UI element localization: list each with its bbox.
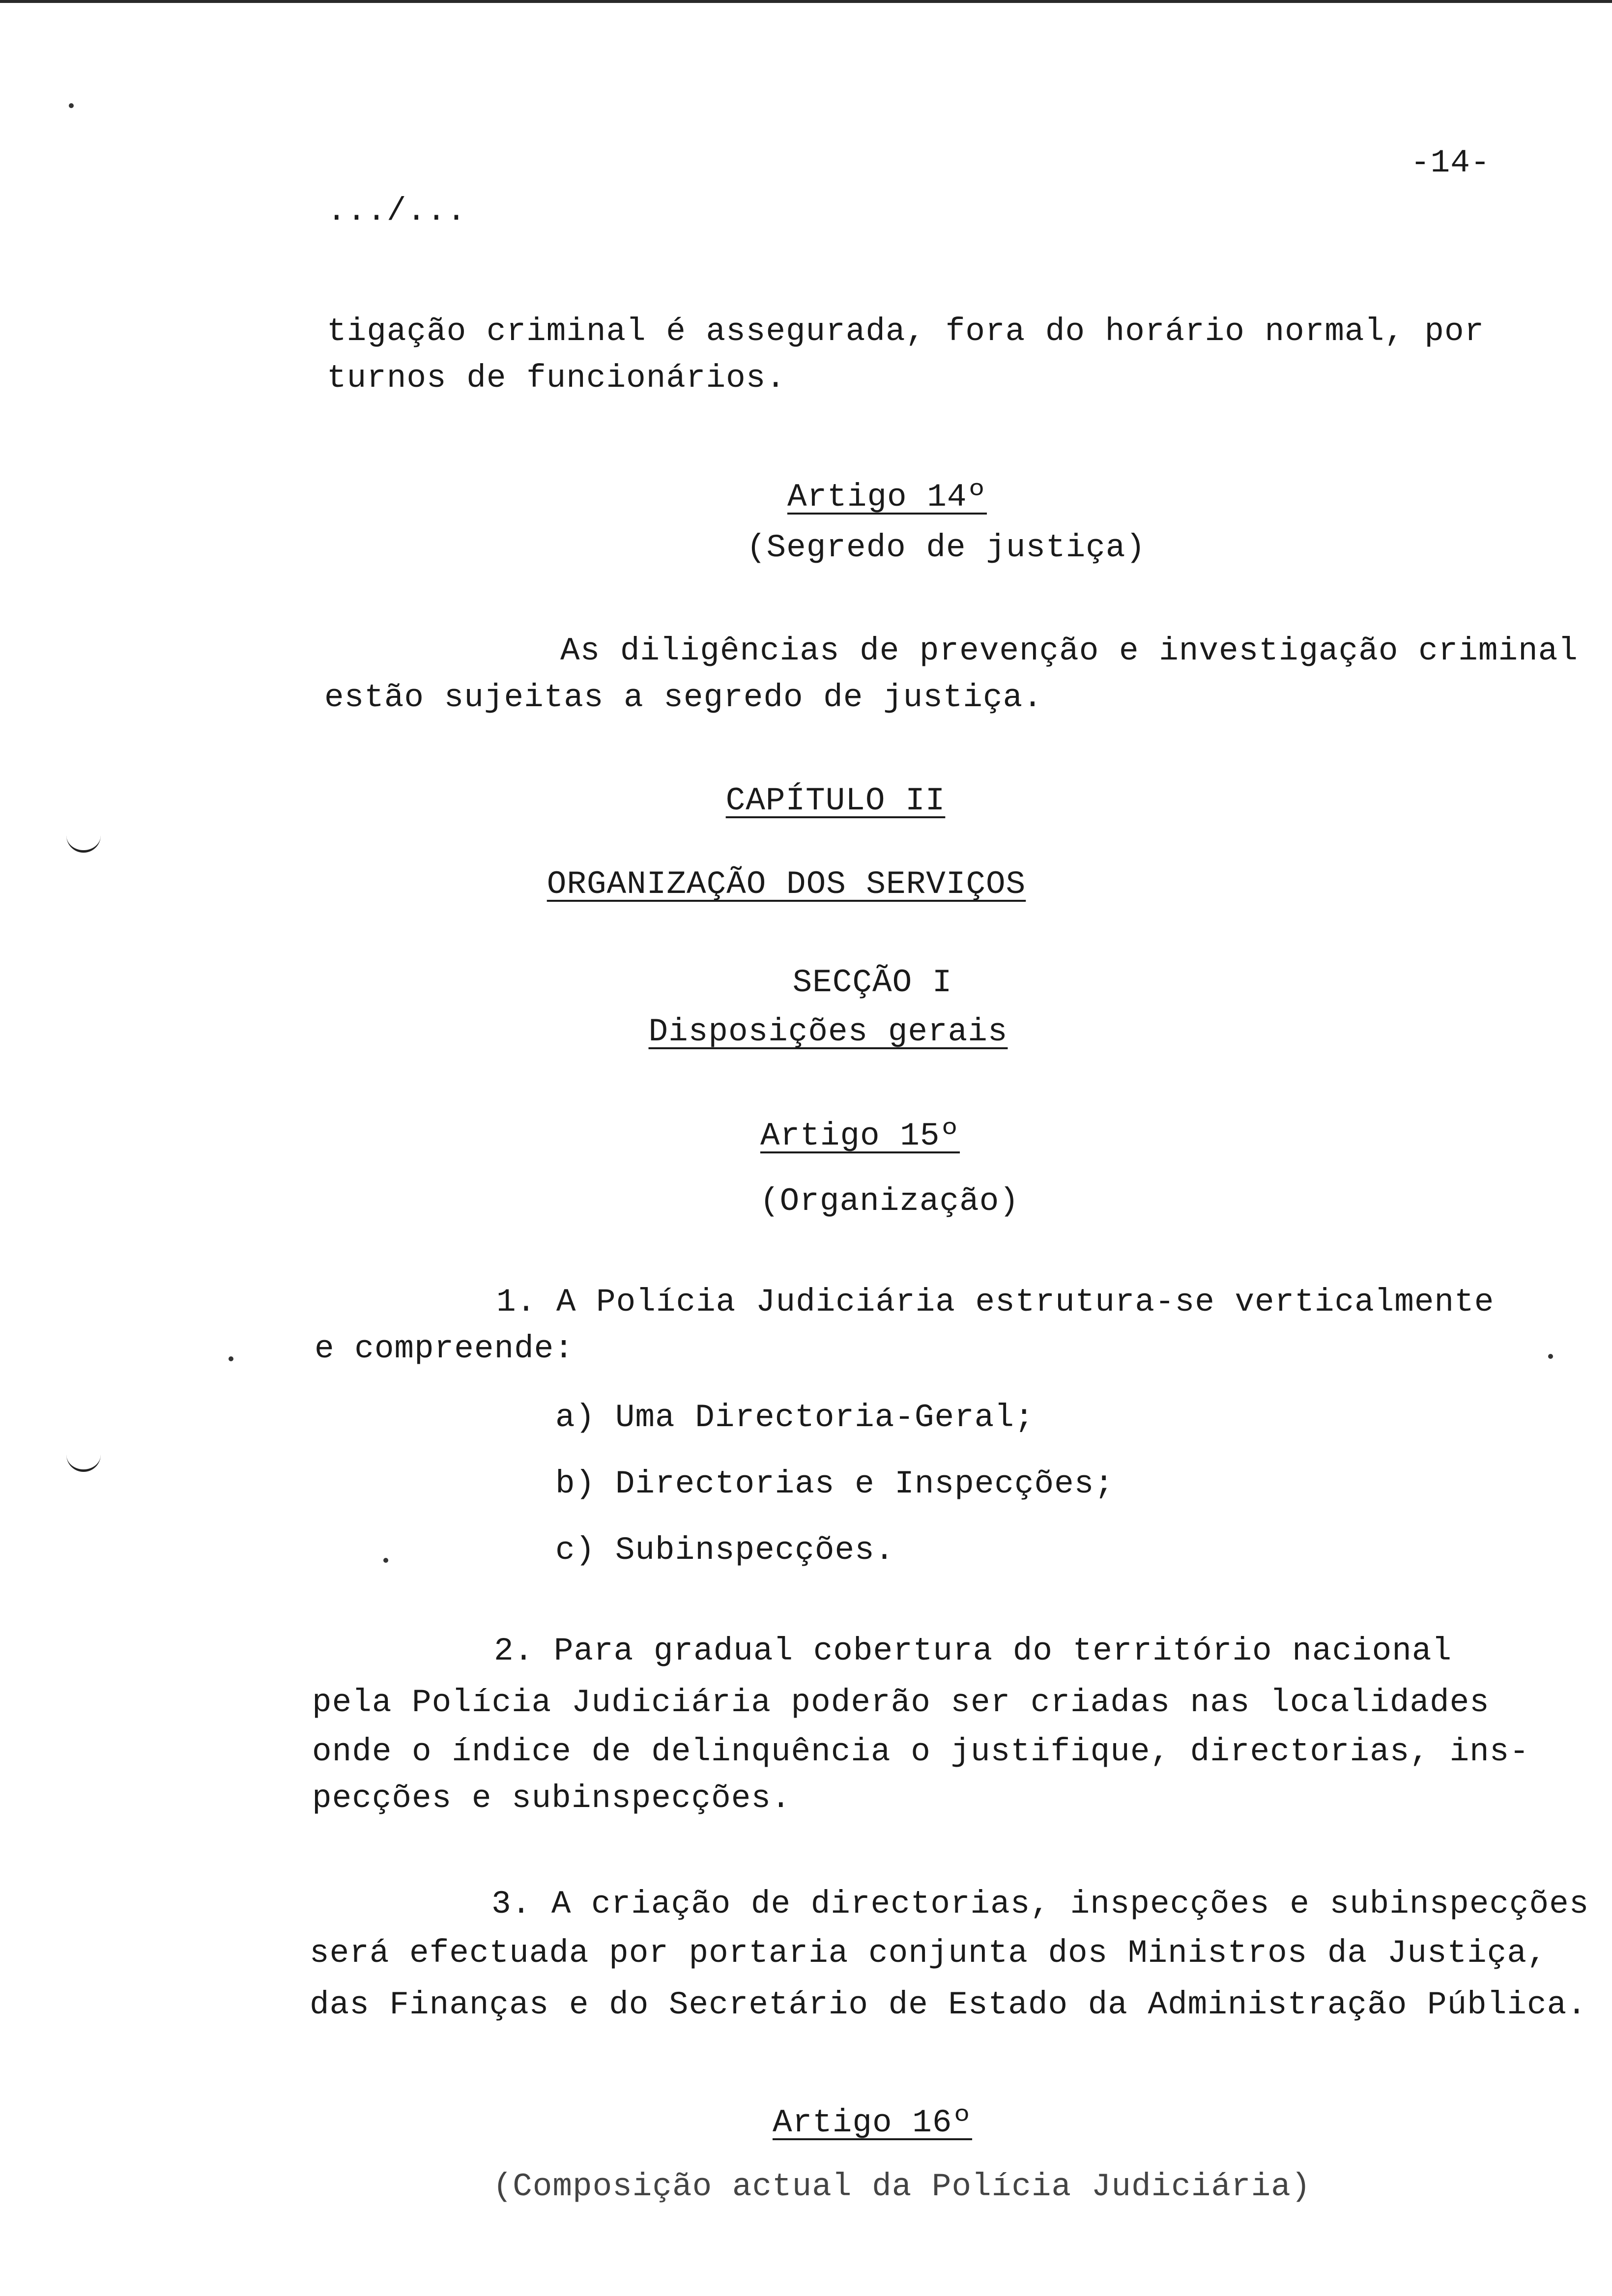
- paragraph-line: 3. A criação de directorias, inspecções e subinspecções: [491, 1886, 1589, 1923]
- paragraph-line: será efectuada por portaria conjunta dos Ministros da Justiça,: [310, 1935, 1547, 1972]
- section-title: SECÇÃO I: [792, 964, 952, 1001]
- paragraph-line: tigação criminal é assegurada, fora do horário normal, por: [327, 313, 1485, 350]
- paragraph-line: das Finanças e do Secretário de Estado da Administração Pública.: [310, 1986, 1587, 2023]
- article-title: Artigo 15º: [760, 1118, 960, 1154]
- chapter-subtitle: ORGANIZAÇÃO DOS SERVIÇOS: [547, 866, 1026, 903]
- page-number: -14-: [1410, 144, 1491, 181]
- continuation-marker: .../...: [327, 193, 467, 230]
- margin-bracket-mark: [66, 835, 101, 853]
- article-subtitle: (Composição actual da Polícia Judiciária): [492, 2168, 1311, 2205]
- paragraph-line: onde o índice de delinquência o justifique, directorias, ins-: [312, 1733, 1529, 1770]
- article-title: Artigo 16º: [772, 2104, 973, 2141]
- margin-bracket-mark: [66, 1455, 101, 1472]
- article-subtitle: (Organização): [760, 1183, 1019, 1220]
- scan-speck: [383, 1558, 388, 1563]
- paragraph-line: estão sujeitas a segredo de justiça.: [324, 679, 1043, 716]
- scan-speck: [1548, 1354, 1553, 1359]
- scan-speck: [229, 1356, 233, 1361]
- chapter-title: CAPÍTULO II: [725, 782, 946, 819]
- paragraph-line: 1. A Polícia Judiciária estrutura-se verticalmente: [496, 1284, 1495, 1320]
- paragraph-line: 2. Para gradual cobertura do território nacional: [494, 1633, 1452, 1669]
- list-item: b) Directorias e Inspecções;: [555, 1465, 1114, 1502]
- paragraph-line: turnos de funcionários.: [327, 360, 786, 397]
- paragraph-line: pela Polícia Judiciária poderão ser criadas nas localidades: [312, 1684, 1490, 1721]
- list-item: c) Subinspecções.: [555, 1532, 895, 1569]
- page-top-border: [0, 0, 1612, 3]
- scan-speck: [69, 103, 74, 108]
- paragraph-line: As diligências de prevenção e investigação criminal: [560, 632, 1578, 669]
- section-subtitle: Disposições gerais: [648, 1013, 1008, 1050]
- article-subtitle: (Segredo de justiça): [746, 529, 1146, 566]
- list-item: a) Uma Directoria-Geral;: [555, 1399, 1035, 1436]
- paragraph-line: pecções e subinspecções.: [312, 1780, 791, 1817]
- paragraph-line: e compreende:: [315, 1330, 574, 1367]
- article-title: Artigo 14º: [787, 479, 987, 516]
